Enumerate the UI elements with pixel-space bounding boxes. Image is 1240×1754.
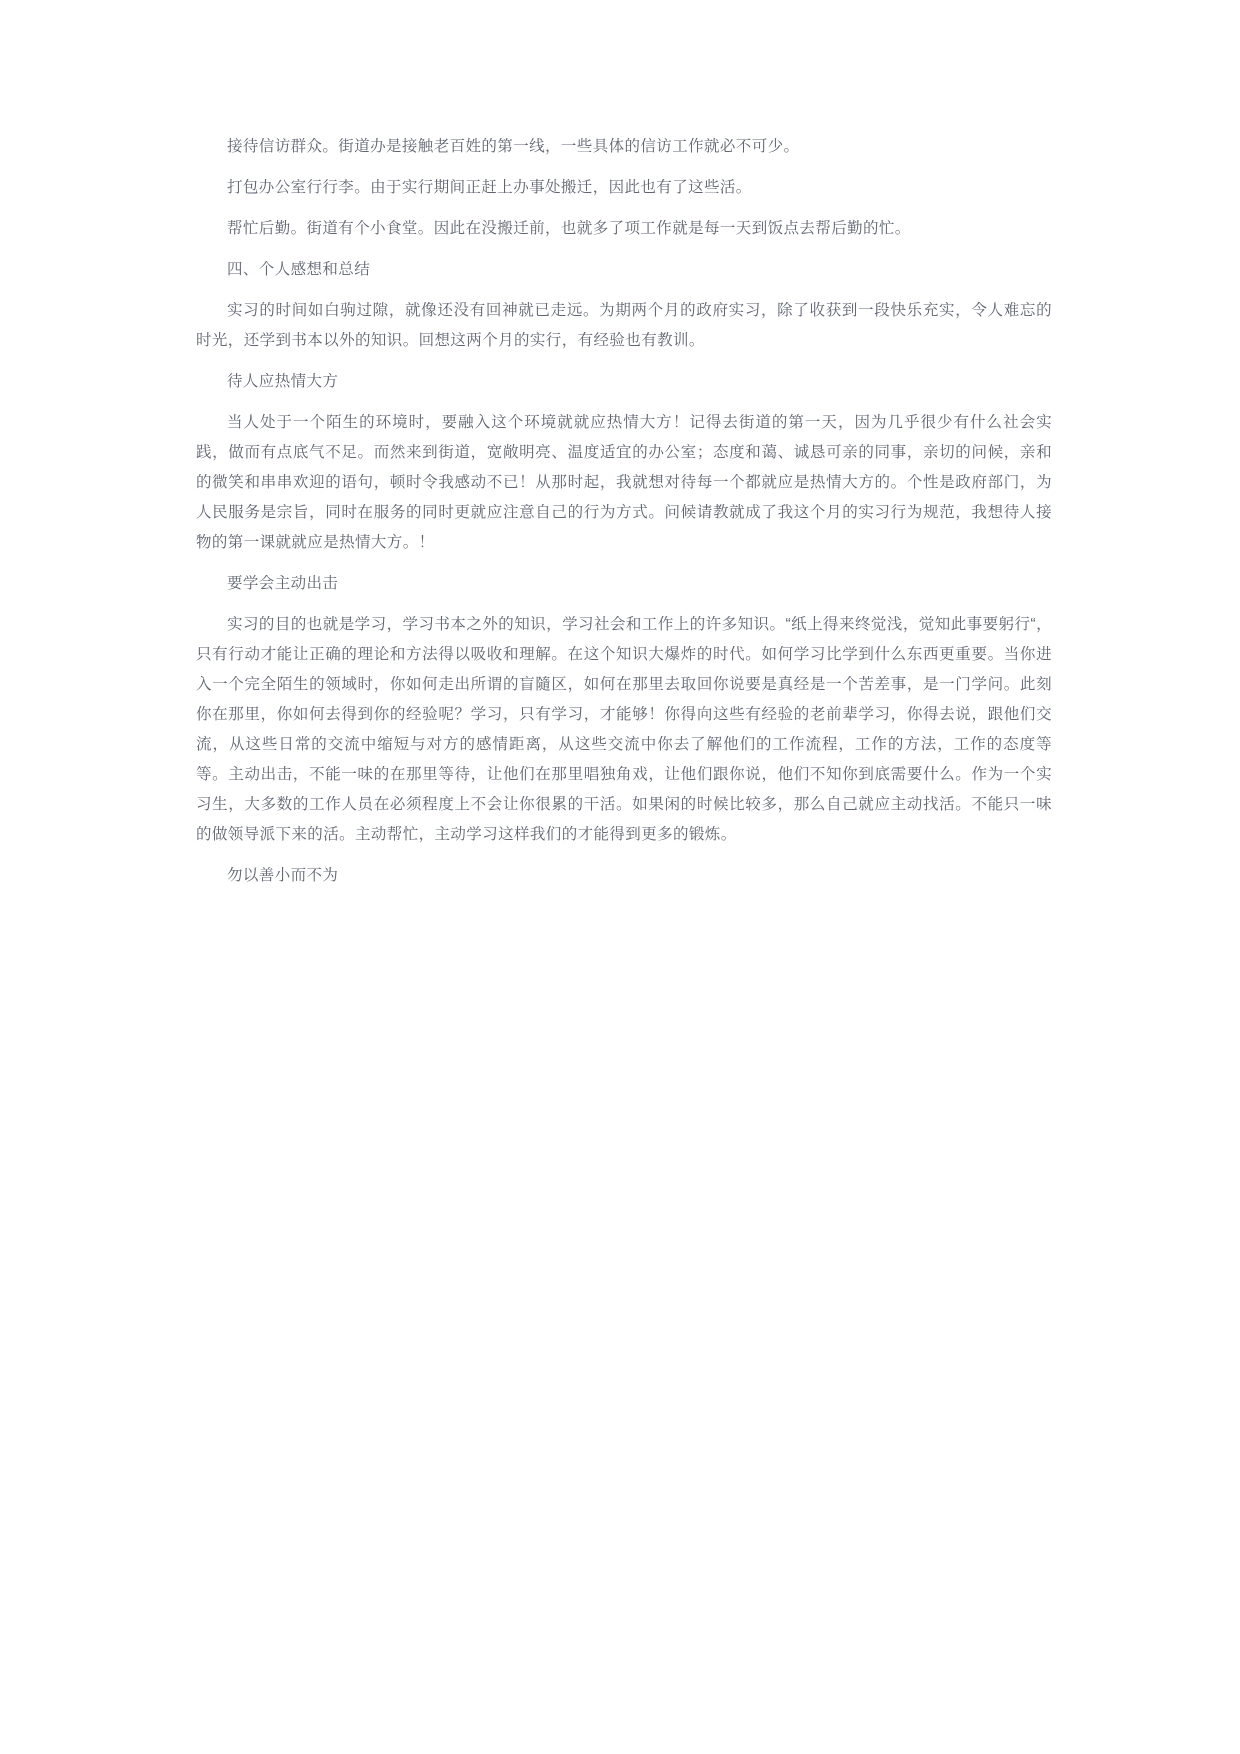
heading-section-four: 四、个人感想和总结 <box>227 261 371 278</box>
paragraph-take-initiative: 实习的目的也就是学习，学习书本之外的知识，学习社会和工作上的许多知识。“纸上得来终觉浅，觉知此事要躬行“，只有行动才能让正确的理论和方法得以吸收和理解。在这个知识大爆炸的时代。如何学习比学到什么东西更重要。当你进入一个完全陌生的领域时，你如何走出所谓的盲隨区，如何在那里去取回你说要是真经是一个苦差事，是一门学问。此刻你在那里，你如何去得到你的经验呢？学习，只有学习，才能够！你得向这些有经验的老前辈学习，你得去说，跟他们交流，从这些日常的交流中缩短与对方的感情距离，从这些交流中你去了解他们的工作流程，工作的方法，工作的态度等等。主动出击，不能一味的在那里等待，让他们在那里唱独角戏，让他们跟你说，他们不知你到底需要什么。作为一个实习生，大多数的工作人员在必须程度上不会让你很累的干活。如果闲的时候比较多，那么自己就应主动找活。不能只一味的做领导派下来的活。主动帮忙，主动学习这样我们的才能得到更多的锻炼。 <box>196 616 1052 843</box>
paragraph-kitchen-help: 帮忙后勤。街道有个小食堂。因此在没搬迁前，也就多了项工作就是每一天到饭点去帮后勤的忙。 <box>227 220 911 237</box>
heading-be-warm-hearted: 待人应热情大方 <box>227 373 339 390</box>
document-body <box>196 132 1052 902</box>
paragraph-reception: 接待信访群众。街道办是接触老百姓的第一线，一些具体的信访工作就必不可少。 <box>227 138 800 155</box>
paragraph-be-warm-hearted: 当人处于一个陌生的环境时，要融入这个环境就就应热情大方！记得去街道的第一天，因为几乎很少有什么社会实践，做而有点底气不足。而然来到街道，宽敞明亮、温度适宜的办公室；态度和蔼、诚恳可亲的同事，亲切的问候，亲和的微笑和串串欢迎的语句，顿时令我感动不已！从那时起，我就想对待每一个都就应是热情大方的。个性是政府部门，为人民服务是宗旨，同时在服务的同时更就应注意自己的行为方式。问候请教就成了我这个月的实习行为规范，我想待人接物的第一课就就应是热情大方。！ <box>196 414 1052 551</box>
paragraph-packing: 打包办公室行行李。由于实行期间正赶上办事处搬迁，因此也有了这些活。 <box>227 179 752 196</box>
heading-take-initiative: 要学会主动出击 <box>227 575 339 592</box>
paragraph-internship-summary: 实习的时间如白驹过隙，就像还没有回神就已走远。为期两个月的政府实习，除了收获到一段快乐充实，令人难忘的时光，还学到书本以外的知识。回想这两个月的实行，有经验也有教训。 <box>196 302 1052 349</box>
heading-do-small-good-deeds: 勿以善小而不为 <box>227 867 339 884</box>
